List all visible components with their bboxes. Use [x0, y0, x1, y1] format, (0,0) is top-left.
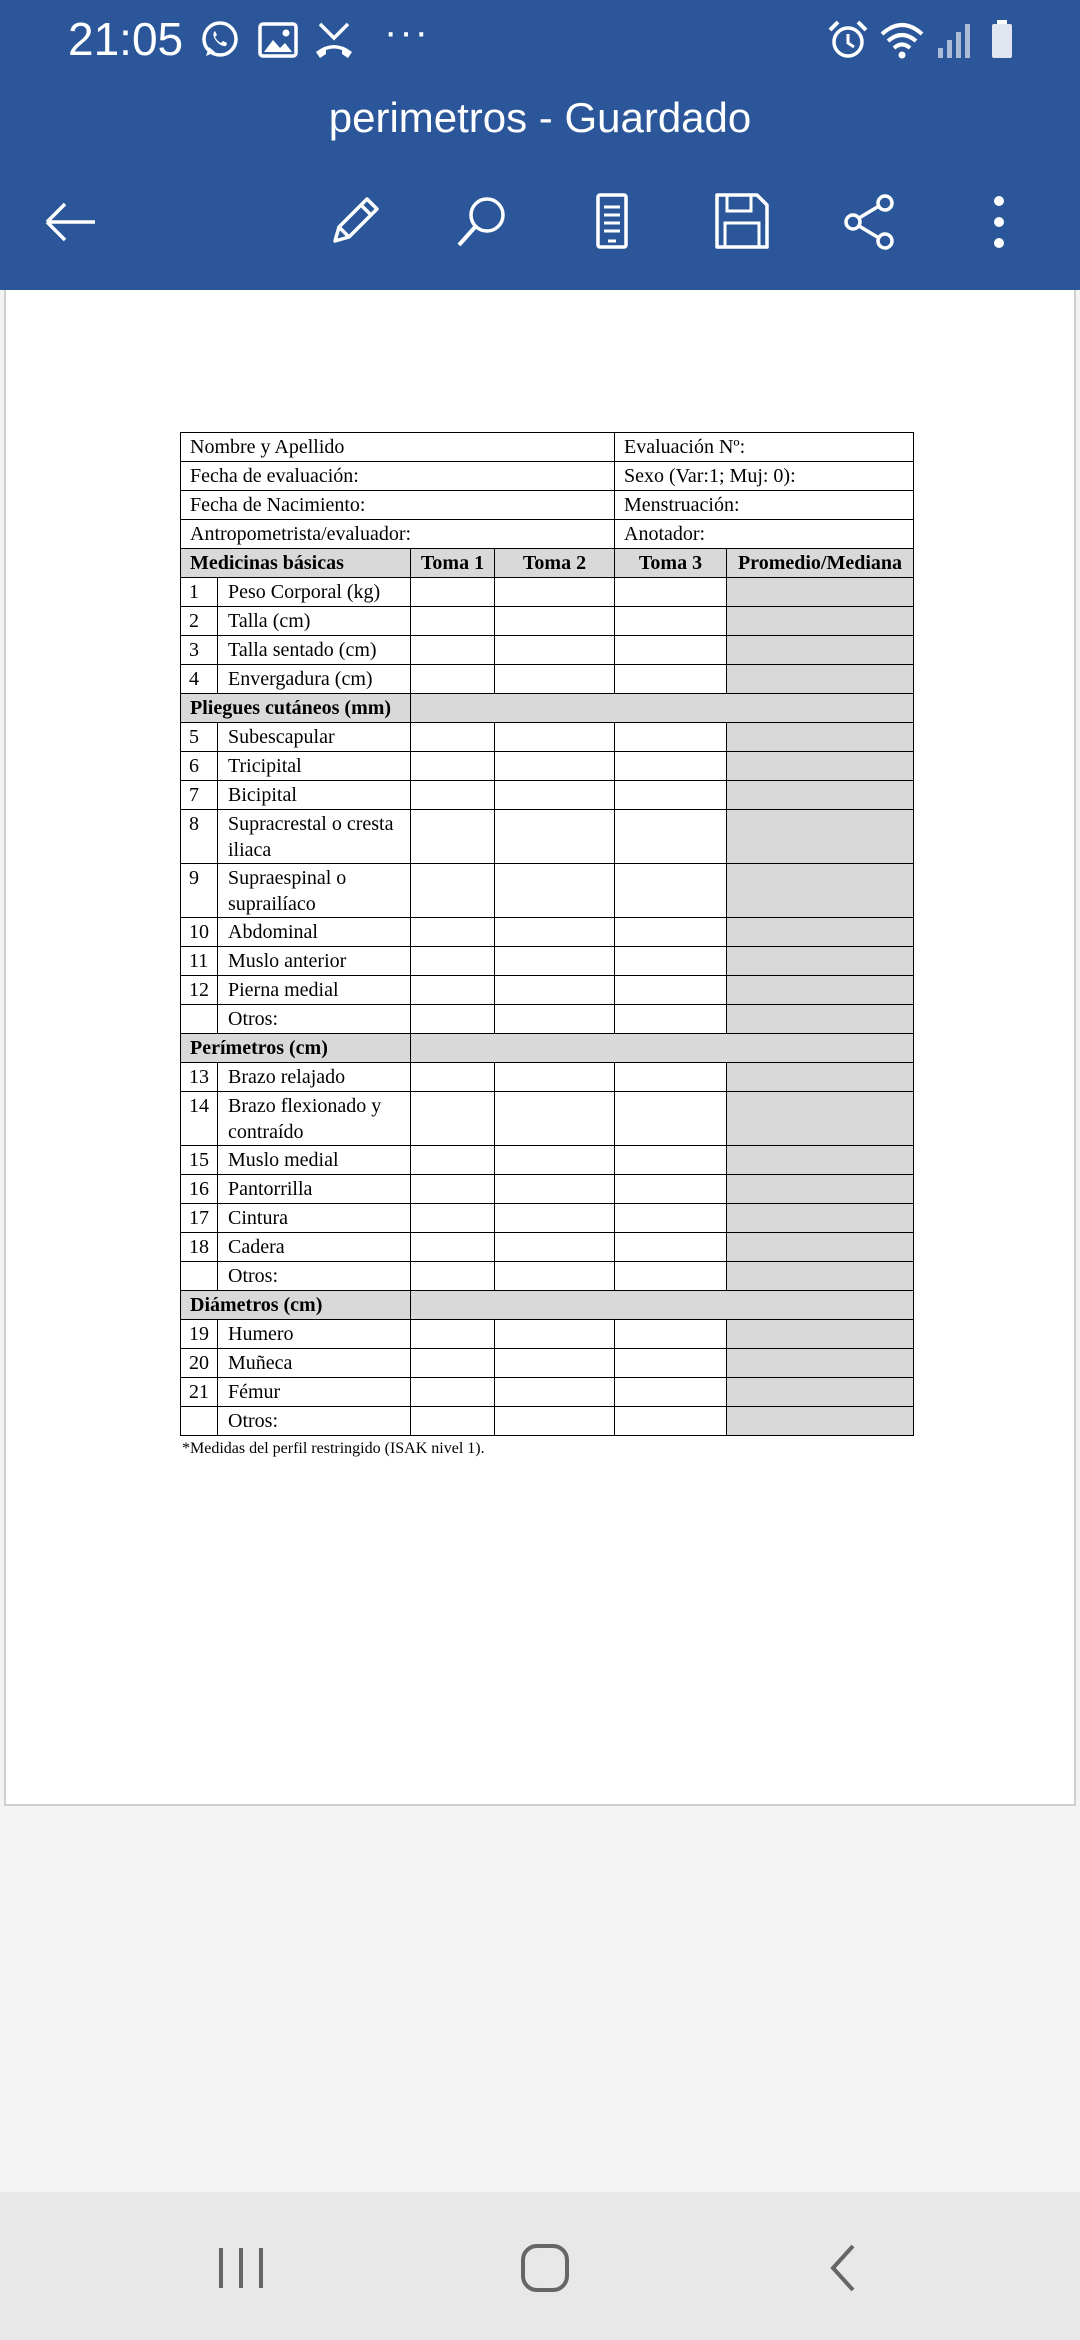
toma2-cell[interactable]: [495, 752, 615, 781]
search-button[interactable]: [446, 186, 518, 258]
toma2-cell[interactable]: [495, 723, 615, 752]
toma2-cell[interactable]: [495, 810, 615, 864]
toma1-cell[interactable]: [411, 578, 495, 607]
toma3-cell[interactable]: [615, 1146, 727, 1175]
row-label: Cintura: [218, 1204, 411, 1233]
back-arrow-icon: [39, 191, 101, 253]
row-label: Otros:: [218, 1262, 411, 1291]
whatsapp-icon: [198, 18, 242, 62]
toma1-cell[interactable]: [411, 1233, 495, 1262]
toma2-cell[interactable]: [495, 607, 615, 636]
row-number: 4: [181, 665, 218, 694]
row-number: 21: [181, 1378, 218, 1407]
info-right-field[interactable]: Menstruación:: [615, 491, 914, 520]
alarm-icon: [826, 18, 870, 62]
section-title: Diámetros (cm): [181, 1291, 411, 1320]
row-number: 13: [181, 1063, 218, 1092]
table-row: [181, 781, 914, 810]
toma3-cell[interactable]: [615, 918, 727, 947]
save-button[interactable]: [706, 186, 778, 258]
toma3-cell[interactable]: [615, 1092, 727, 1146]
promedio-cell[interactable]: [727, 723, 914, 752]
toma1-cell[interactable]: [411, 1146, 495, 1175]
header-promedio: Promedio/Mediana: [727, 549, 914, 578]
toma2-cell[interactable]: [495, 1320, 615, 1349]
table-row: [181, 1233, 914, 1262]
row-number: [181, 1005, 218, 1034]
toma3-cell[interactable]: [615, 1204, 727, 1233]
home-button[interactable]: [500, 2228, 590, 2308]
row-label: Abdominal: [218, 918, 411, 947]
toma2-cell[interactable]: [495, 578, 615, 607]
table-row: [181, 976, 914, 1005]
row-number: 8: [181, 810, 218, 864]
toma3-cell[interactable]: [615, 1262, 727, 1291]
row-label: Pantorrilla: [218, 1175, 411, 1204]
toma1-cell[interactable]: [411, 781, 495, 810]
back-nav-button[interactable]: [800, 2228, 890, 2308]
row-number: 5: [181, 723, 218, 752]
promedio-cell[interactable]: [727, 1262, 914, 1291]
toma2-cell[interactable]: [495, 781, 615, 810]
promedio-cell[interactable]: [727, 781, 914, 810]
toma2-cell[interactable]: [495, 1005, 615, 1034]
toma2-cell[interactable]: [495, 1349, 615, 1378]
toma2-cell[interactable]: [495, 1262, 615, 1291]
toma3-cell[interactable]: [615, 752, 727, 781]
row-label: Bicipital: [218, 781, 411, 810]
toma2-cell[interactable]: [495, 1175, 615, 1204]
toma1-cell[interactable]: [411, 665, 495, 694]
toma1-cell[interactable]: [411, 918, 495, 947]
more-notifications: ···: [384, 10, 430, 54]
recent-apps-button[interactable]: [196, 2228, 286, 2308]
toma1-cell[interactable]: [411, 1204, 495, 1233]
row-number: 19: [181, 1320, 218, 1349]
promedio-cell[interactable]: [727, 1146, 914, 1175]
column-header-row: [181, 549, 914, 578]
measurement-form: [180, 432, 913, 1458]
row-number: 11: [181, 947, 218, 976]
toma1-cell[interactable]: [411, 1063, 495, 1092]
mobile-view-icon: [581, 191, 643, 253]
row-label: Subescapular: [218, 723, 411, 752]
toma2-cell[interactable]: [495, 918, 615, 947]
table-row: [181, 752, 914, 781]
table-row: [181, 607, 914, 636]
table-row: [181, 918, 914, 947]
toma2-cell[interactable]: [495, 1407, 615, 1436]
table-row: [181, 1175, 914, 1204]
row-number: 14: [181, 1092, 218, 1146]
toma1-cell[interactable]: [411, 1005, 495, 1034]
promedio-cell[interactable]: [727, 1063, 914, 1092]
promedio-cell[interactable]: [727, 578, 914, 607]
info-left-field[interactable]: Fecha de evaluación:: [181, 462, 615, 491]
row-number: [181, 1262, 218, 1291]
row-number: 9: [181, 864, 218, 918]
toma2-cell[interactable]: [495, 1092, 615, 1146]
mobile-view-button[interactable]: [576, 186, 648, 258]
toma3-cell[interactable]: [615, 723, 727, 752]
system-nav-bar: [0, 2192, 1080, 2340]
toma1-cell[interactable]: [411, 1320, 495, 1349]
row-label: Supracrestal o cresta iliaca: [218, 810, 411, 864]
edit-button[interactable]: [318, 186, 390, 258]
pencil-icon: [323, 191, 385, 253]
section-fill: [411, 694, 914, 723]
section-title: Pliegues cutáneos (mm): [181, 694, 411, 723]
promedio-cell[interactable]: [727, 918, 914, 947]
toma1-cell[interactable]: [411, 607, 495, 636]
promedio-cell[interactable]: [727, 1378, 914, 1407]
footnote: *Medidas del perfil restringido (ISAK nivel 1).: [182, 1440, 485, 1457]
toma1-cell[interactable]: [411, 723, 495, 752]
promedio-cell[interactable]: [727, 636, 914, 665]
row-label: Fémur: [218, 1378, 411, 1407]
toma1-cell[interactable]: [411, 1407, 495, 1436]
back-icon: [815, 2238, 875, 2298]
signal-icon: [932, 18, 976, 62]
toma1-cell[interactable]: [411, 947, 495, 976]
row-label: Brazo flexionado y contraído: [218, 1092, 411, 1146]
row-number: 16: [181, 1175, 218, 1204]
search-icon: [451, 191, 513, 253]
share-icon: [839, 191, 901, 253]
toma1-cell[interactable]: [411, 1262, 495, 1291]
toma3-cell[interactable]: [615, 1233, 727, 1262]
toma2-cell[interactable]: [495, 947, 615, 976]
section-header-row: [181, 1034, 914, 1063]
table-row: [181, 1063, 914, 1092]
table-row: [181, 636, 914, 665]
row-number: 3: [181, 636, 218, 665]
toma1-cell[interactable]: [411, 864, 495, 918]
toma3-cell[interactable]: [615, 947, 727, 976]
toma3-cell[interactable]: [615, 607, 727, 636]
toma2-cell[interactable]: [495, 1378, 615, 1407]
table-row: [181, 1378, 914, 1407]
status-time: 21:05: [68, 13, 184, 65]
toma1-cell[interactable]: [411, 976, 495, 1005]
promedio-cell[interactable]: [727, 810, 914, 864]
more-vertical-icon: [968, 191, 1030, 253]
toma3-cell[interactable]: [615, 665, 727, 694]
section-header-row: [181, 694, 914, 723]
toma2-cell[interactable]: [495, 1146, 615, 1175]
toma1-cell[interactable]: [411, 810, 495, 864]
row-number: 6: [181, 752, 218, 781]
toma1-cell[interactable]: [411, 1175, 495, 1204]
toma1-cell[interactable]: [411, 752, 495, 781]
info-right-field[interactable]: Anotador:: [615, 520, 914, 549]
toma1-cell[interactable]: [411, 1092, 495, 1146]
toma3-cell[interactable]: [615, 781, 727, 810]
toma2-cell[interactable]: [495, 1233, 615, 1262]
document-page[interactable]: [4, 290, 1076, 1806]
row-number: 2: [181, 607, 218, 636]
section-header-row: [181, 1291, 914, 1320]
row-number: 10: [181, 918, 218, 947]
row-label: Talla (cm): [218, 607, 411, 636]
info-row: [181, 491, 914, 520]
toma3-cell[interactable]: [615, 1407, 727, 1436]
header-toma1: Toma 1: [411, 549, 495, 578]
toma1-cell[interactable]: [411, 636, 495, 665]
row-number: 17: [181, 1204, 218, 1233]
row-label: Humero: [218, 1320, 411, 1349]
promedio-cell[interactable]: [727, 752, 914, 781]
promedio-cell[interactable]: [727, 1349, 914, 1378]
promedio-cell[interactable]: [727, 976, 914, 1005]
home-icon: [515, 2238, 575, 2298]
toma3-cell[interactable]: [615, 810, 727, 864]
info-right-field[interactable]: Evaluación Nº:: [615, 433, 914, 462]
table-row: [181, 947, 914, 976]
promedio-cell[interactable]: [727, 1233, 914, 1262]
toma3-cell[interactable]: [615, 1349, 727, 1378]
row-number: 20: [181, 1349, 218, 1378]
info-right-field[interactable]: Sexo (Var:1; Muj: 0):: [615, 462, 914, 491]
row-number: [181, 1407, 218, 1436]
row-number: 1: [181, 578, 218, 607]
promedio-cell[interactable]: [727, 947, 914, 976]
form-table: [180, 432, 914, 1436]
row-label: Muslo anterior: [218, 947, 411, 976]
table-row: [181, 1204, 914, 1233]
promedio-cell[interactable]: [727, 1407, 914, 1436]
info-row: [181, 462, 914, 491]
table-row: [181, 1146, 914, 1175]
info-left-field[interactable]: Antropometrista/evaluador:: [181, 520, 615, 549]
row-number: 12: [181, 976, 218, 1005]
recent-apps-icon: [211, 2243, 271, 2293]
row-label: Talla sentado (cm): [218, 636, 411, 665]
promedio-cell[interactable]: [727, 864, 914, 918]
header-label: Medicinas básicas: [181, 549, 411, 578]
document-viewport[interactable]: [0, 290, 1080, 2192]
table-row: [181, 1349, 914, 1378]
promedio-cell[interactable]: [727, 607, 914, 636]
row-label: Otros:: [218, 1005, 411, 1034]
toma1-cell[interactable]: [411, 1349, 495, 1378]
row-label: Brazo relajado: [218, 1063, 411, 1092]
wifi-icon: [880, 18, 924, 62]
toma3-cell[interactable]: [615, 864, 727, 918]
row-number: 7: [181, 781, 218, 810]
row-label: Otros:: [218, 1407, 411, 1436]
section-title: Perímetros (cm): [181, 1034, 411, 1063]
toma3-cell[interactable]: [615, 1175, 727, 1204]
promedio-cell[interactable]: [727, 665, 914, 694]
toma2-cell[interactable]: [495, 864, 615, 918]
row-label: Muñeca: [218, 1349, 411, 1378]
header-toma2: Toma 2: [495, 549, 615, 578]
more-options-button[interactable]: [963, 186, 1035, 258]
row-label: Peso Corporal (kg): [218, 578, 411, 607]
app-header: [0, 0, 1080, 290]
toma3-cell[interactable]: [615, 578, 727, 607]
missed-call-icon: [312, 18, 356, 62]
toma3-cell[interactable]: [615, 1378, 727, 1407]
row-label: Supraespinal o suprailíaco: [218, 864, 411, 918]
table-row: [181, 1262, 914, 1291]
table-row: [181, 810, 914, 864]
info-row: [181, 520, 914, 549]
toma2-cell[interactable]: [495, 1204, 615, 1233]
table-row: [181, 1005, 914, 1034]
header-toma3: Toma 3: [615, 549, 727, 578]
toma3-cell[interactable]: [615, 1005, 727, 1034]
promedio-cell[interactable]: [727, 1204, 914, 1233]
toma1-cell[interactable]: [411, 1378, 495, 1407]
promedio-cell[interactable]: [727, 1092, 914, 1146]
row-label: Envergadura (cm): [218, 665, 411, 694]
promedio-cell[interactable]: [727, 1175, 914, 1204]
toma3-cell[interactable]: [615, 1063, 727, 1092]
image-icon: [256, 18, 300, 62]
battery-icon: [980, 18, 1024, 62]
toma2-cell[interactable]: [495, 976, 615, 1005]
promedio-cell[interactable]: [727, 1005, 914, 1034]
table-row: [181, 1407, 914, 1436]
toma3-cell[interactable]: [615, 1320, 727, 1349]
document-title: perimetros - Guardado: [328, 94, 752, 141]
status-bar: [0, 0, 1080, 88]
table-row: [181, 1092, 914, 1146]
row-number: 18: [181, 1233, 218, 1262]
toma2-cell[interactable]: [495, 636, 615, 665]
toma3-cell[interactable]: [615, 636, 727, 665]
section-fill: [411, 1291, 914, 1320]
promedio-cell[interactable]: [727, 1320, 914, 1349]
back-button[interactable]: [34, 186, 106, 258]
table-row: [181, 864, 914, 918]
row-label: Cadera: [218, 1233, 411, 1262]
info-left-field[interactable]: Nombre y Apellido: [181, 433, 615, 462]
save-icon: [711, 191, 773, 253]
table-row: [181, 723, 914, 752]
toma2-cell[interactable]: [495, 665, 615, 694]
row-label: Tricipital: [218, 752, 411, 781]
share-button[interactable]: [834, 186, 906, 258]
row-label: Muslo medial: [218, 1146, 411, 1175]
row-label: Pierna medial: [218, 976, 411, 1005]
info-row: [181, 433, 914, 462]
table-row: [181, 665, 914, 694]
row-number: 15: [181, 1146, 218, 1175]
table-row: [181, 578, 914, 607]
table-row: [181, 1320, 914, 1349]
info-left-field[interactable]: Fecha de Nacimiento:: [181, 491, 615, 520]
toma2-cell[interactable]: [495, 1063, 615, 1092]
toma3-cell[interactable]: [615, 976, 727, 1005]
section-fill: [411, 1034, 914, 1063]
